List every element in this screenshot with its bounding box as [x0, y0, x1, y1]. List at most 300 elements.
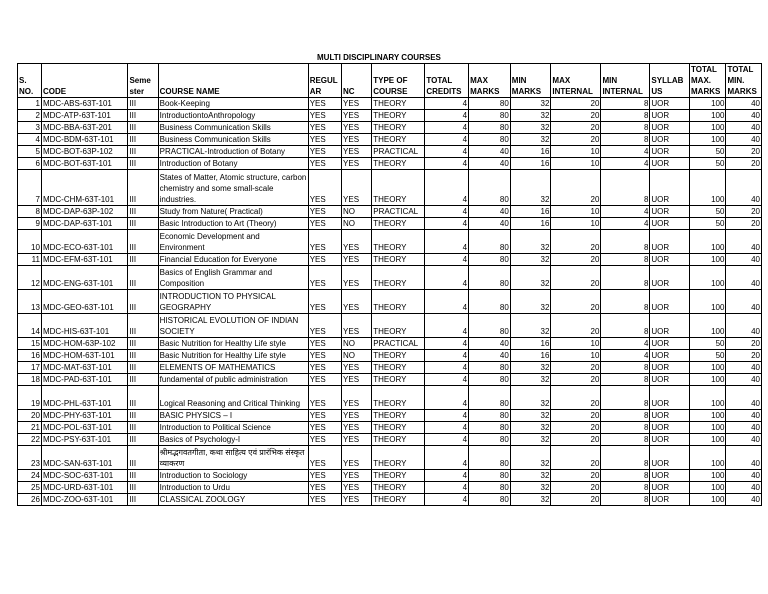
cell-min-int: 8 — [601, 374, 650, 386]
cell-syllabus: UOR — [650, 134, 690, 146]
cell-nc: YES — [342, 314, 372, 338]
cell-max-int: 10 — [551, 158, 601, 170]
column-header — [425, 64, 469, 98]
cell-nc: YES — [342, 410, 372, 422]
table-row — [18, 434, 762, 446]
column-header — [158, 64, 308, 98]
cell-syllabus: UOR — [650, 482, 690, 494]
cell-tmin: 20 — [726, 218, 762, 230]
cell-tmax: 50 — [690, 218, 726, 230]
cell-nc: YES — [342, 110, 372, 122]
cell-max-int: 10 — [551, 146, 601, 158]
column-header-text: MAX. — [691, 76, 711, 85]
cell-type: PRACTICAL — [372, 206, 425, 218]
cell-sem: III — [128, 266, 158, 290]
cell-tmax: 100 — [690, 446, 726, 470]
cell-type: PRACTICAL — [372, 338, 425, 350]
cell-sem: III — [128, 146, 158, 158]
cell-syllabus: UOR — [650, 218, 690, 230]
cell-type: THEORY — [372, 410, 425, 422]
cell-nc: YES — [342, 290, 372, 314]
table-row — [18, 350, 762, 362]
cell-sem: III — [128, 422, 158, 434]
cell-tmax: 100 — [690, 362, 726, 374]
table-body — [18, 98, 762, 506]
cell-code: MDC-SOC-63T-101 — [41, 470, 127, 482]
cell-tmax: 100 — [690, 266, 726, 290]
column-header-text: MARKS — [727, 87, 757, 96]
cell-max: 40 — [469, 146, 511, 158]
column-header-text: MAX — [552, 76, 571, 85]
cell-max: 80 — [469, 410, 511, 422]
cell-code: MDC-ECO-63T-101 — [41, 230, 127, 254]
column-header-text: TOTAL — [426, 76, 453, 85]
cell-max-int: 20 — [551, 482, 601, 494]
cell-credits: 4 — [425, 170, 469, 206]
table-row — [18, 170, 762, 206]
cell-nc: NO — [342, 338, 372, 350]
cell-nc: NO — [342, 218, 372, 230]
cell-tmax: 100 — [690, 470, 726, 482]
cell-code: MDC-PHL-63T-101 — [41, 386, 127, 410]
cell-syllabus: UOR — [650, 230, 690, 254]
column-header-text: SYLLAB — [651, 76, 684, 85]
cell-max: 80 — [469, 290, 511, 314]
column-header — [469, 64, 511, 98]
cell-code: MDC-PAD-63T-101 — [41, 374, 127, 386]
column-header — [308, 64, 341, 98]
cell-sem: III — [128, 362, 158, 374]
cell-max: 80 — [469, 230, 511, 254]
cell-name: Basics of English Grammar and Composition — [158, 266, 308, 290]
cell-max: 40 — [469, 338, 511, 350]
table-row — [18, 338, 762, 350]
cell-min-int: 8 — [601, 362, 650, 374]
column-header — [726, 64, 762, 98]
cell-nc: NO — [342, 350, 372, 362]
table-row — [18, 482, 762, 494]
cell-regular: YES — [308, 434, 341, 446]
cell-max: 80 — [469, 482, 511, 494]
cell-type: THEORY — [372, 422, 425, 434]
cell-tmax: 100 — [690, 254, 726, 266]
cell-max: 80 — [469, 494, 511, 506]
cell-tmax: 100 — [690, 134, 726, 146]
cell-min-int: 8 — [601, 230, 650, 254]
cell-max: 80 — [469, 170, 511, 206]
cell-nc: NO — [342, 206, 372, 218]
cell-regular: YES — [308, 386, 341, 410]
cell-max: 80 — [469, 362, 511, 374]
column-header — [342, 64, 372, 98]
column-header — [650, 64, 690, 98]
column-header-text: ster — [129, 87, 145, 96]
cell-sem: III — [128, 374, 158, 386]
cell-sno: 4 — [18, 134, 42, 146]
cell-min-int: 8 — [601, 134, 650, 146]
cell-sno: 11 — [18, 254, 42, 266]
cell-min-int: 8 — [601, 482, 650, 494]
cell-name: IntroductiontoAnthropology — [158, 110, 308, 122]
cell-syllabus: UOR — [650, 386, 690, 410]
cell-code: MDC-DAP-63P-102 — [41, 206, 127, 218]
cell-sno: 26 — [18, 494, 42, 506]
cell-name: Basic Introduction to Art (Theory) — [158, 218, 308, 230]
cell-type: THEORY — [372, 122, 425, 134]
cell-nc: YES — [342, 374, 372, 386]
cell-tmin: 40 — [726, 374, 762, 386]
column-header-text: COURSE — [373, 87, 408, 96]
cell-min-int: 8 — [601, 254, 650, 266]
column-header-text: S. — [19, 76, 27, 85]
cell-credits: 4 — [425, 494, 469, 506]
cell-sem: III — [128, 170, 158, 206]
cell-sem: III — [128, 134, 158, 146]
cell-type: THEORY — [372, 434, 425, 446]
cell-regular: YES — [308, 338, 341, 350]
cell-regular: YES — [308, 482, 341, 494]
cell-name: Financial Education for Everyone — [158, 254, 308, 266]
cell-min-int: 8 — [601, 422, 650, 434]
cell-sno: 18 — [18, 374, 42, 386]
cell-tmax: 100 — [690, 374, 726, 386]
cell-syllabus: UOR — [650, 290, 690, 314]
cell-sem: III — [128, 482, 158, 494]
cell-regular: YES — [308, 374, 341, 386]
cell-credits: 4 — [425, 146, 469, 158]
cell-credits: 4 — [425, 374, 469, 386]
cell-credits: 4 — [425, 482, 469, 494]
cell-code: MDC-BBA-63T-201 — [41, 122, 127, 134]
cell-max: 80 — [469, 122, 511, 134]
cell-name: BASIC PHYSICS – I — [158, 410, 308, 422]
cell-min: 16 — [510, 218, 551, 230]
cell-max: 80 — [469, 470, 511, 482]
cell-min: 16 — [510, 158, 551, 170]
cell-code: MDC-PHY-63T-101 — [41, 410, 127, 422]
cell-max: 80 — [469, 374, 511, 386]
cell-syllabus: UOR — [650, 422, 690, 434]
cell-tmin: 40 — [726, 110, 762, 122]
cell-max-int: 20 — [551, 98, 601, 110]
cell-sem: III — [128, 206, 158, 218]
cell-sno: 5 — [18, 146, 42, 158]
cell-name: Introduction of Botany — [158, 158, 308, 170]
cell-tmax: 100 — [690, 422, 726, 434]
cell-min-int: 8 — [601, 122, 650, 134]
cell-nc: YES — [342, 230, 372, 254]
column-header-text: TYPE OF — [373, 76, 408, 85]
cell-regular: YES — [308, 122, 341, 134]
cell-min: 32 — [510, 98, 551, 110]
cell-min: 32 — [510, 422, 551, 434]
cell-max-int: 20 — [551, 290, 601, 314]
cell-max: 40 — [469, 218, 511, 230]
cell-regular: YES — [308, 350, 341, 362]
cell-type: THEORY — [372, 386, 425, 410]
cell-min-int: 4 — [601, 206, 650, 218]
cell-min-int: 8 — [601, 290, 650, 314]
cell-sno: 12 — [18, 266, 42, 290]
table-row — [18, 494, 762, 506]
cell-regular: YES — [308, 422, 341, 434]
cell-type: THEORY — [372, 470, 425, 482]
cell-sno: 10 — [18, 230, 42, 254]
column-header-text: REGUL — [309, 76, 338, 85]
cell-name: Basics of Psychology-I — [158, 434, 308, 446]
cell-tmin: 40 — [726, 494, 762, 506]
cell-sem: III — [128, 350, 158, 362]
cell-credits: 4 — [425, 110, 469, 122]
cell-regular: YES — [308, 170, 341, 206]
cell-name: Economic Development and Environment — [158, 230, 308, 254]
cell-tmax: 100 — [690, 290, 726, 314]
table-row — [18, 374, 762, 386]
cell-max-int: 20 — [551, 434, 601, 446]
cell-tmax: 50 — [690, 158, 726, 170]
cell-min-int: 4 — [601, 146, 650, 158]
table-row — [18, 98, 762, 110]
cell-tmax: 100 — [690, 482, 726, 494]
column-header-text: INTERNAL — [552, 87, 593, 96]
column-header — [690, 64, 726, 98]
cell-tmax: 100 — [690, 122, 726, 134]
cell-tmin: 40 — [726, 230, 762, 254]
cell-min: 32 — [510, 374, 551, 386]
column-header-text: US — [651, 87, 663, 96]
cell-name: States of Matter, Atomic structure, carbon chemistry and some small-scale industries. — [158, 170, 308, 206]
cell-sno: 19 — [18, 386, 42, 410]
cell-type: THEORY — [372, 134, 425, 146]
table-row — [18, 122, 762, 134]
cell-syllabus: UOR — [650, 374, 690, 386]
cell-code: MDC-HOM-63T-101 — [41, 350, 127, 362]
cell-min: 32 — [510, 170, 551, 206]
cell-regular: YES — [308, 146, 341, 158]
cell-max-int: 20 — [551, 314, 601, 338]
cell-credits: 4 — [425, 98, 469, 110]
cell-name: fundamental of public administration — [158, 374, 308, 386]
cell-type: THEORY — [372, 374, 425, 386]
cell-name: Introduction to Political Science — [158, 422, 308, 434]
column-header-text: MARKS — [691, 87, 721, 96]
cell-tmin: 40 — [726, 434, 762, 446]
cell-syllabus: UOR — [650, 410, 690, 422]
cell-syllabus: UOR — [650, 158, 690, 170]
cell-max: 80 — [469, 134, 511, 146]
cell-sem: III — [128, 254, 158, 266]
table-row — [18, 410, 762, 422]
cell-regular: YES — [308, 314, 341, 338]
cell-syllabus: UOR — [650, 110, 690, 122]
cell-code: MDC-HIS-63T-101 — [41, 314, 127, 338]
cell-sno: 6 — [18, 158, 42, 170]
cell-nc: YES — [342, 134, 372, 146]
cell-min: 32 — [510, 410, 551, 422]
cell-name: Logical Reasoning and Critical Thinking — [158, 386, 308, 410]
cell-sem: III — [128, 158, 158, 170]
cell-code: MDC-URD-63T-101 — [41, 482, 127, 494]
cell-syllabus: UOR — [650, 434, 690, 446]
cell-tmax: 100 — [690, 170, 726, 206]
cell-type: THEORY — [372, 170, 425, 206]
cell-syllabus: UOR — [650, 470, 690, 482]
table-row — [18, 386, 762, 410]
cell-regular: YES — [308, 158, 341, 170]
cell-sem: III — [128, 494, 158, 506]
cell-max-int: 20 — [551, 410, 601, 422]
cell-max-int: 20 — [551, 254, 601, 266]
cell-code: MDC-ENG-63T-101 — [41, 266, 127, 290]
table-row — [18, 290, 762, 314]
cell-regular: YES — [308, 230, 341, 254]
page-title: MULTI DISCIPLINARY COURSES — [317, 53, 441, 62]
cell-sno: 16 — [18, 350, 42, 362]
cell-nc: YES — [342, 422, 372, 434]
cell-syllabus: UOR — [650, 146, 690, 158]
cell-min-int: 8 — [601, 314, 650, 338]
cell-sno: 24 — [18, 470, 42, 482]
cell-syllabus: UOR — [650, 446, 690, 470]
cell-max: 80 — [469, 254, 511, 266]
cell-tmin: 20 — [726, 350, 762, 362]
cell-name: Basic Nutrition for Healthy Life style — [158, 338, 308, 350]
cell-sem: III — [128, 230, 158, 254]
cell-max: 80 — [469, 98, 511, 110]
cell-name: Business Communication Skills — [158, 134, 308, 146]
cell-credits: 4 — [425, 158, 469, 170]
cell-min-int: 4 — [601, 338, 650, 350]
column-header-text: MIN — [511, 76, 527, 85]
cell-min-int: 4 — [601, 158, 650, 170]
column-header-text: NC — [343, 87, 355, 96]
cell-min: 32 — [510, 494, 551, 506]
cell-max: 40 — [469, 158, 511, 170]
cell-nc: YES — [342, 482, 372, 494]
cell-regular: YES — [308, 446, 341, 470]
cell-name: PRACTICAL-Introduction of Botany — [158, 146, 308, 158]
cell-min-int: 8 — [601, 410, 650, 422]
cell-max-int: 20 — [551, 266, 601, 290]
cell-tmax: 100 — [690, 434, 726, 446]
cell-sno: 25 — [18, 482, 42, 494]
table-row — [18, 218, 762, 230]
cell-code: MDC-GEO-63T-101 — [41, 290, 127, 314]
cell-tmin: 40 — [726, 98, 762, 110]
cell-tmin: 40 — [726, 314, 762, 338]
cell-tmin: 40 — [726, 410, 762, 422]
cell-regular: YES — [308, 362, 341, 374]
cell-name: Introduction to Sociology — [158, 470, 308, 482]
table-row — [18, 158, 762, 170]
cell-syllabus: UOR — [650, 494, 690, 506]
cell-min: 32 — [510, 314, 551, 338]
cell-syllabus: UOR — [650, 170, 690, 206]
cell-min-int: 8 — [601, 494, 650, 506]
cell-tmin: 40 — [726, 290, 762, 314]
cell-sem: III — [128, 446, 158, 470]
cell-sno: 21 — [18, 422, 42, 434]
column-header-text: MARKS — [511, 87, 542, 96]
cell-sem: III — [128, 434, 158, 446]
column-header — [601, 64, 650, 98]
cell-min: 16 — [510, 206, 551, 218]
cell-code: MDC-ZOO-63T-101 — [41, 494, 127, 506]
cell-tmax: 100 — [690, 386, 726, 410]
table-row — [18, 146, 762, 158]
cell-name: श्रीमद्भगवतगीता, कथा साहित्य एवं प्रारंभिक संस्कृत व्याकरण — [158, 446, 308, 470]
cell-code: MDC-BDM-63T-101 — [41, 134, 127, 146]
cell-max-int: 10 — [551, 218, 601, 230]
cell-sem: III — [128, 122, 158, 134]
cell-code: MDC-DAP-63T-101 — [41, 218, 127, 230]
cell-max-int: 20 — [551, 230, 601, 254]
cell-regular: YES — [308, 254, 341, 266]
cell-min: 32 — [510, 134, 551, 146]
cell-sno: 23 — [18, 446, 42, 470]
cell-type: THEORY — [372, 494, 425, 506]
table-row — [18, 134, 762, 146]
table-row — [18, 230, 762, 254]
cell-max-int: 20 — [551, 170, 601, 206]
cell-code: MDC-CHM-63T-101 — [41, 170, 127, 206]
table-row — [18, 470, 762, 482]
cell-min: 16 — [510, 146, 551, 158]
cell-sem: III — [128, 290, 158, 314]
cell-min: 32 — [510, 386, 551, 410]
cell-syllabus: UOR — [650, 362, 690, 374]
cell-nc: YES — [342, 446, 372, 470]
cell-min-int: 4 — [601, 350, 650, 362]
cell-syllabus: UOR — [650, 122, 690, 134]
cell-tmax: 50 — [690, 350, 726, 362]
cell-max: 80 — [469, 422, 511, 434]
cell-sno: 9 — [18, 218, 42, 230]
column-header-text: MARKS — [470, 87, 500, 96]
cell-tmin: 20 — [726, 146, 762, 158]
cell-min: 32 — [510, 290, 551, 314]
cell-code: MDC-MAT-63T-101 — [41, 362, 127, 374]
cell-code: MDC-PSY-63T-101 — [41, 434, 127, 446]
cell-min-int: 8 — [601, 470, 650, 482]
cell-min: 16 — [510, 350, 551, 362]
cell-type: THEORY — [372, 314, 425, 338]
cell-nc: YES — [342, 434, 372, 446]
cell-syllabus: UOR — [650, 254, 690, 266]
cell-type: THEORY — [372, 350, 425, 362]
cell-regular: YES — [308, 494, 341, 506]
cell-syllabus: UOR — [650, 206, 690, 218]
cell-max-int: 20 — [551, 422, 601, 434]
cell-tmin: 20 — [726, 338, 762, 350]
cell-min: 32 — [510, 230, 551, 254]
column-header-text: TOTAL — [727, 65, 754, 74]
cell-sem: III — [128, 386, 158, 410]
cell-max-int: 20 — [551, 386, 601, 410]
cell-credits: 4 — [425, 134, 469, 146]
cell-credits: 4 — [425, 410, 469, 422]
cell-credits: 4 — [425, 350, 469, 362]
cell-code: MDC-BOT-63T-101 — [41, 158, 127, 170]
table-row — [18, 362, 762, 374]
cell-regular: YES — [308, 218, 341, 230]
cell-max-int: 20 — [551, 470, 601, 482]
cell-tmin: 40 — [726, 482, 762, 494]
cell-tmax: 100 — [690, 410, 726, 422]
cell-min-int: 8 — [601, 98, 650, 110]
cell-tmin: 40 — [726, 446, 762, 470]
cell-regular: YES — [308, 206, 341, 218]
